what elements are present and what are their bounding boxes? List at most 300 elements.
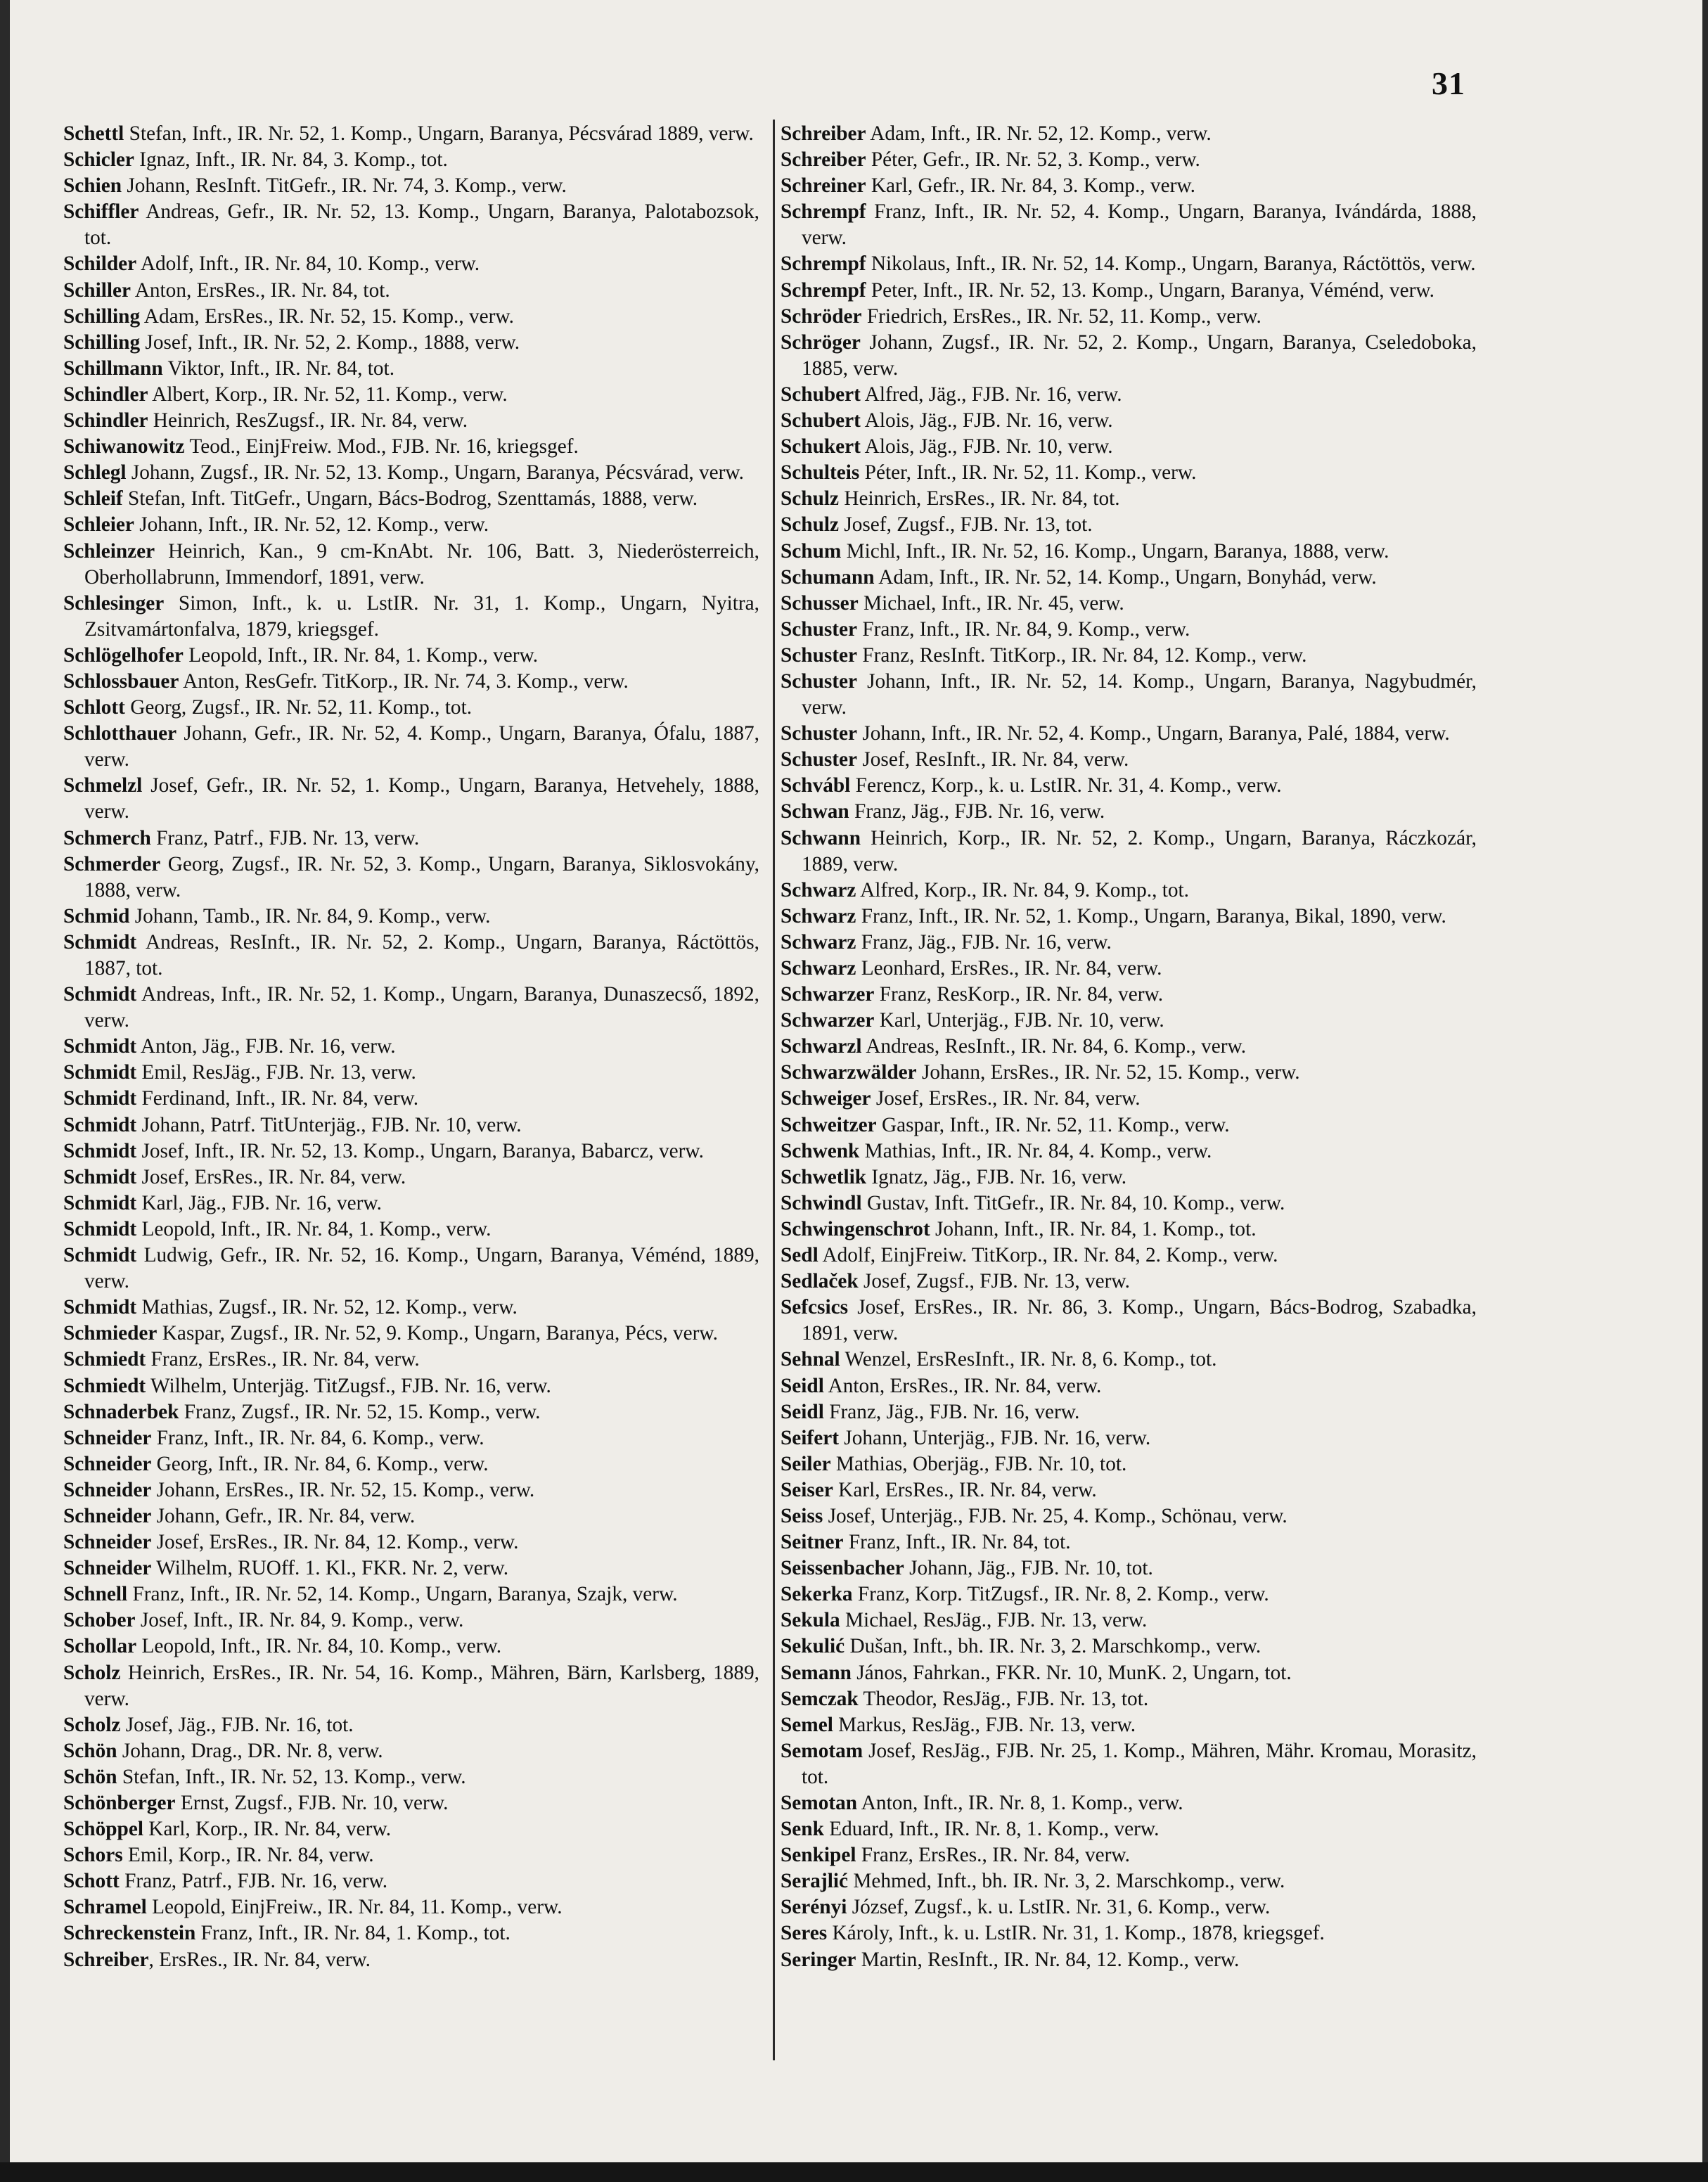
list-item — [781, 1164, 1477, 1191]
entry-details: Johann, ResInft. TitGefr., IR. Nr. 74, 3. Komp., verw. — [122, 174, 567, 198]
list-item — [781, 1034, 1477, 1060]
entry-surname: Schubert — [781, 409, 861, 432]
entry-surname: Schrempf — [781, 252, 866, 276]
entry-surname: Schmidt — [63, 1296, 137, 1319]
list-item — [63, 1634, 759, 1660]
entry-details: Franz, Jäg., FJB. Nr. 16, verw. — [849, 800, 1105, 823]
list-item — [63, 199, 759, 251]
entry-details: Péter, Gefr., IR. Nr. 52, 3. Komp., verw. — [866, 148, 1200, 172]
entry-details: Alfred, Korp., IR. Nr. 84, 9. Komp., tot. — [856, 878, 1190, 901]
list-item — [781, 1373, 1477, 1399]
entry-surname: Schmidt — [63, 983, 137, 1006]
entry-surname: Schwarzl — [781, 1035, 862, 1058]
list-item — [781, 539, 1477, 565]
entry-details: Wenzel, ErsResInft., IR. Nr. 8, 6. Komp., tot. — [840, 1348, 1217, 1371]
entry-details: Josef, Inft., IR. Nr. 84, 9. Komp., verw. — [135, 1609, 464, 1632]
entry-surname: Schwarzer — [781, 983, 875, 1006]
list-item — [63, 904, 759, 930]
entry-surname: Schusser — [781, 591, 859, 615]
entry-surname: Schicler — [63, 148, 134, 172]
entry-details: Johann, Zugsf., IR. Nr. 52, 13. Komp., Ungarn, Baranya, Pécsvárad, verw. — [126, 461, 744, 484]
entry-details: Josef, ErsRes., IR. Nr. 84, verw. — [871, 1087, 1141, 1110]
entry-details: Johann, Jäg., FJB. Nr. 10, tot. — [904, 1557, 1153, 1580]
entry-details: Heinrich, Kan., 9 cm-KnAbt. Nr. 106, Batt. 3, Niederösterreich, Oberhollabrunn, Immendorf, 1891, verw. — [84, 539, 759, 589]
entry-surname: Schwarz — [781, 957, 856, 980]
entry-details: Dušan, Inft., bh. IR. Nr. 3, 2. Marschkomp., verw. — [845, 1635, 1261, 1658]
entry-surname: Schettl — [63, 122, 124, 145]
list-item — [781, 1477, 1477, 1503]
list-item — [63, 1894, 759, 1920]
entry-surname: Serajlić — [781, 1870, 848, 1893]
entry-surname: Schwetlik — [781, 1165, 867, 1188]
entry-details: Gustav, Inft. TitGefr., IR. Nr. 84, 10. Komp., verw. — [861, 1191, 1285, 1214]
list-item — [781, 956, 1477, 982]
list-item — [781, 1008, 1477, 1034]
entry-surname: Schlossbauer — [63, 669, 179, 693]
entry-details: Stefan, Inft., IR. Nr. 52, 13. Komp., verw. — [117, 1765, 466, 1788]
list-item — [63, 1138, 759, 1164]
list-item — [63, 1660, 759, 1712]
entry-details: , ErsRes., IR. Nr. 84, verw. — [148, 1948, 371, 1971]
entry-details: Eduard, Inft., IR. Nr. 8, 1. Komp., verw. — [823, 1818, 1160, 1841]
entry-surname: Schneider — [63, 1426, 152, 1449]
entry-surname: Sekerka — [781, 1583, 853, 1606]
entry-details: Franz, Patrf., FJB. Nr. 16, verw. — [119, 1870, 388, 1893]
entry-details: Josef, ErsRes., IR. Nr. 84, 12. Komp., verw. — [151, 1531, 519, 1554]
list-item — [781, 121, 1477, 147]
entry-surname: Schmidt — [63, 1061, 137, 1084]
entry-surname: Schwenk — [781, 1139, 860, 1162]
list-item — [63, 330, 759, 356]
entry-surname: Schors — [63, 1844, 123, 1867]
list-item — [63, 1112, 759, 1138]
list-item — [781, 1060, 1477, 1086]
left-column — [63, 121, 759, 1973]
entry-surname: Schmidt — [63, 1165, 137, 1188]
list-item — [63, 408, 759, 434]
list-item — [781, 147, 1477, 173]
entry-details: Ludwig, Gefr., IR. Nr. 52, 16. Komp., Ungarn, Baranya, Véménd, 1889, verw. — [84, 1244, 759, 1293]
list-item — [781, 1894, 1477, 1920]
entry-surname: Schmid — [63, 904, 130, 928]
list-item — [781, 1660, 1477, 1686]
list-item — [781, 1738, 1477, 1790]
list-item — [63, 251, 759, 277]
list-item — [63, 773, 759, 825]
entry-surname: Schlesinger — [63, 591, 165, 615]
entry-details: Leopold, Inft., IR. Nr. 84, 1. Komp., verw. — [183, 643, 539, 667]
entry-surname: Schmidt — [63, 1139, 137, 1162]
entry-surname: Schreiber — [63, 1948, 149, 1971]
entry-details: Heinrich, ErsRes., IR. Nr. 54, 16. Komp., Mähren, Bärn, Karlsberg, 1889, verw. — [84, 1661, 759, 1710]
list-item — [781, 1112, 1477, 1138]
list-item — [63, 1712, 759, 1738]
entry-surname: Sehnal — [781, 1348, 840, 1371]
entry-surname: Schindler — [63, 383, 148, 406]
entry-surname: Seidl — [781, 1400, 824, 1423]
entry-surname: Seissenbacher — [781, 1557, 904, 1580]
entry-details: Josef, Inft., IR. Nr. 52, 13. Komp., Ungarn, Baranya, Babarcz, verw. — [136, 1139, 704, 1162]
list-item — [781, 1347, 1477, 1373]
list-item — [781, 1868, 1477, 1894]
list-item — [781, 904, 1477, 930]
entry-details: Josef, ResInft., IR. Nr. 84, verw. — [857, 748, 1129, 771]
entry-details: Friedrich, ErsRes., IR. Nr. 52, 11. Komp., verw. — [861, 304, 1261, 328]
entry-surname: Schwarzer — [781, 1009, 875, 1032]
entry-surname: Schmidt — [63, 1087, 137, 1110]
entry-surname: Schuster — [781, 617, 858, 641]
entry-details: Johann, Gefr., IR. Nr. 84, verw. — [151, 1504, 416, 1527]
entry-surname: Schneider — [63, 1452, 152, 1475]
list-item — [63, 1191, 759, 1217]
entry-surname: Schwingenschrot — [781, 1217, 930, 1240]
entry-details: Franz, Inft., IR. Nr. 84, 6. Komp., verw. — [151, 1426, 484, 1449]
entry-surname: Schmidt — [63, 1217, 137, 1240]
entry-surname: Seringer — [781, 1948, 856, 1971]
right-column — [781, 121, 1477, 1973]
entry-surname: Schiffler — [63, 200, 139, 224]
entry-surname: Schöppel — [63, 1818, 143, 1841]
entry-details: Andreas, ResInft., IR. Nr. 52, 2. Komp., Ungarn, Baranya, Ráctöttös, 1887, tot. — [84, 930, 759, 980]
entry-details: Josef, Zugsf., FJB. Nr. 13, verw. — [858, 1270, 1130, 1293]
entry-details: Franz, Inft., IR. Nr. 84, 9. Komp., verw. — [857, 617, 1190, 641]
list-item — [63, 1503, 759, 1529]
page-number: 31 — [1432, 65, 1465, 101]
list-item — [63, 382, 759, 408]
entry-surname: Schmidt — [63, 1035, 137, 1058]
list-item — [781, 1842, 1477, 1868]
entry-details: Peter, Inft., IR. Nr. 52, 13. Komp., Ungarn, Baranya, Véménd, verw. — [866, 278, 1434, 302]
entry-surname: Schwarz — [781, 904, 856, 928]
list-item — [781, 173, 1477, 199]
entry-surname: Schreiber — [781, 122, 866, 145]
entry-surname: Schneider — [63, 1504, 152, 1527]
list-item — [63, 1477, 759, 1503]
list-item — [781, 1920, 1477, 1946]
entry-surname: Schilder — [63, 252, 137, 276]
entry-details: Heinrich, ResZugsf., IR. Nr. 84, verw. — [148, 409, 468, 432]
list-item — [63, 512, 759, 538]
scan-right-edge — [1702, 0, 1708, 2182]
list-item — [781, 382, 1477, 408]
column-divider — [773, 120, 775, 2060]
entry-details: Ignatz, Jäg., FJB. Nr. 16, verw. — [866, 1165, 1127, 1188]
list-item — [781, 721, 1477, 747]
entry-details: Franz, Inft., IR. Nr. 84, 1. Komp., tot. — [195, 1922, 511, 1945]
entry-details: Anton, Jäg., FJB. Nr. 16, verw. — [136, 1035, 396, 1058]
entry-surname: Schwann — [781, 826, 861, 849]
entry-surname: Semotam — [781, 1739, 863, 1762]
entry-details: Georg, Zugsf., IR. Nr. 52, 11. Komp., tot. — [124, 696, 473, 719]
entry-details: Kaspar, Zugsf., IR. Nr. 52, 9. Komp., Ungarn, Baranya, Pécs, verw. — [157, 1322, 718, 1345]
entry-details: Adam, ErsRes., IR. Nr. 52, 15. Komp., verw. — [140, 304, 515, 328]
entry-surname: Schwarz — [781, 930, 856, 954]
list-item — [63, 1217, 759, 1243]
list-item — [63, 539, 759, 591]
list-item — [63, 1842, 759, 1868]
entry-details: Mehmed, Inft., bh. IR. Nr. 3, 2. Marschkomp., verw. — [848, 1870, 1285, 1893]
list-item — [63, 669, 759, 695]
list-item — [781, 669, 1477, 721]
entry-surname: Schönberger — [63, 1792, 176, 1814]
entry-surname: Semel — [781, 1713, 833, 1736]
entry-details: János, Fahrkan., FKR. Nr. 10, MunK. 2, Ungarn, tot. — [851, 1661, 1292, 1684]
entry-surname: Schweitzer — [781, 1113, 877, 1136]
entry-details: Anton, Inft., IR. Nr. 8, 1. Komp., verw. — [857, 1792, 1183, 1814]
entry-details: Josef, Unterjäg., FJB. Nr. 25, 4. Komp., Schönau, verw. — [823, 1504, 1288, 1527]
list-item — [781, 1269, 1477, 1295]
entry-details: Franz, Korp. TitZugsf., IR. Nr. 8, 2. Komp., verw. — [852, 1583, 1269, 1606]
entry-details: Karl, Jäg., FJB. Nr. 16, verw. — [136, 1191, 383, 1214]
entry-details: Ignaz, Inft., IR. Nr. 84, 3. Komp., tot. — [134, 148, 448, 172]
entry-surname: Sedlaček — [781, 1270, 859, 1293]
list-item — [781, 1712, 1477, 1738]
entry-surname: Schvábl — [781, 774, 851, 797]
entry-details: Johann, Unterjäg., FJB. Nr. 16, verw. — [838, 1426, 1151, 1449]
entry-surname: Schien — [63, 174, 122, 198]
list-item — [781, 747, 1477, 773]
list-item — [63, 1060, 759, 1086]
entry-surname: Schumann — [781, 565, 875, 589]
entry-details: Franz, Jäg., FJB. Nr. 16, verw. — [856, 930, 1112, 954]
entry-surname: Schilling — [63, 330, 141, 354]
list-item — [63, 1243, 759, 1295]
entry-details: Mathias, Inft., IR. Nr. 84, 4. Komp., verw. — [859, 1139, 1212, 1162]
entry-surname: Schramel — [63, 1896, 147, 1919]
entry-surname: Schlögelhofer — [63, 643, 184, 667]
list-item — [781, 930, 1477, 956]
list-item — [63, 1295, 759, 1321]
entry-surname: Schiwanowitz — [63, 435, 185, 458]
entry-surname: Schmiedt — [63, 1348, 146, 1371]
list-item — [781, 826, 1477, 878]
entry-surname: Seifert — [781, 1426, 839, 1449]
list-item — [63, 1947, 759, 1973]
entry-details: Albert, Korp., IR. Nr. 52, 11. Komp., verw. — [148, 383, 508, 406]
entry-surname: Schuster — [781, 748, 858, 771]
entry-surname: Seiler — [781, 1452, 831, 1475]
list-item — [63, 826, 759, 852]
list-item — [63, 1607, 759, 1634]
list-item — [781, 1634, 1477, 1660]
list-item — [781, 1686, 1477, 1712]
list-item — [63, 460, 759, 486]
list-item — [781, 434, 1477, 460]
list-item — [63, 852, 759, 904]
list-item — [781, 460, 1477, 486]
entry-surname: Semann — [781, 1661, 852, 1684]
entry-details: Anton, ErsRes., IR. Nr. 84, tot. — [131, 278, 390, 302]
list-item — [63, 356, 759, 382]
entry-surname: Schön — [63, 1765, 117, 1788]
entry-details: Leopold, EinjFreiw., IR. Nr. 84, 11. Komp., verw. — [146, 1896, 563, 1919]
entry-details: Josef, ErsRes., IR. Nr. 86, 3. Komp., Ungarn, Bács-Bodrog, Szabadka, 1891, verw. — [802, 1296, 1477, 1345]
entry-details: Alfred, Jäg., FJB. Nr. 16, verw. — [860, 383, 1122, 406]
entry-details: Johann, Inft., IR. Nr. 52, 12. Komp., verw. — [134, 513, 489, 537]
list-item — [63, 982, 759, 1034]
entry-surname: Sefcsics — [781, 1296, 849, 1319]
entry-details: Karl, Gefr., IR. Nr. 84, 3. Komp., verw. — [866, 174, 1195, 198]
entry-surname: Scholz — [63, 1661, 121, 1684]
list-item — [781, 591, 1477, 617]
entry-surname: Schnaderbek — [63, 1400, 179, 1423]
entry-details: Johann, Patrf. TitUnterjäg., FJB. Nr. 10, verw. — [136, 1113, 522, 1136]
entry-surname: Serényi — [781, 1896, 847, 1919]
scan-left-edge — [0, 0, 10, 2182]
list-item — [781, 1947, 1477, 1973]
list-item — [781, 304, 1477, 330]
list-item — [63, 1164, 759, 1191]
scan-bottom-edge — [0, 2162, 1708, 2182]
entry-surname: Schindler — [63, 409, 148, 432]
entry-details: Michl, Inft., IR. Nr. 52, 16. Komp., Ungarn, Baranya, 1888, verw. — [841, 539, 1389, 563]
list-item — [781, 1790, 1477, 1816]
entry-details: Johann, Tamb., IR. Nr. 84, 9. Komp., verw. — [129, 904, 491, 928]
entry-details: Michael, ResJäg., FJB. Nr. 13, verw. — [840, 1609, 1148, 1632]
entry-surname: Schillmann — [63, 357, 163, 380]
list-item — [781, 1503, 1477, 1529]
list-item — [63, 930, 759, 982]
entry-details: Johann, Inft., IR. Nr. 52, 4. Komp., Ungarn, Baranya, Palé, 1884, verw. — [857, 722, 1450, 745]
entry-surname: Schrempf — [781, 200, 866, 224]
list-item — [781, 617, 1477, 643]
entry-surname: Schmidt — [63, 1244, 137, 1267]
entry-details: Adam, Inft., IR. Nr. 52, 14. Komp., Ungarn, Bonyhád, verw. — [874, 565, 1377, 589]
entry-details: Anton, ErsRes., IR. Nr. 84, verw. — [823, 1374, 1102, 1397]
entry-surname: Schmieder — [63, 1322, 158, 1345]
list-item — [63, 1399, 759, 1425]
entry-details: Josef, Inft., IR. Nr. 52, 2. Komp., 1888, verw. — [140, 330, 520, 354]
list-item — [63, 1555, 759, 1581]
list-item — [781, 773, 1477, 799]
entry-details: Franz, Zugsf., IR. Nr. 52, 15. Komp., verw. — [179, 1400, 541, 1423]
entry-details: Károly, Inft., k. u. LstIR. Nr. 31, 1. Komp., 1878, kriegsgef. — [827, 1922, 1325, 1945]
entry-surname: Sekula — [781, 1609, 840, 1632]
entry-details: Franz, ResInft. TitKorp., IR. Nr. 84, 12. Komp., verw. — [857, 643, 1307, 667]
list-item — [63, 278, 759, 304]
list-item — [63, 1920, 759, 1946]
entry-surname: Schulz — [781, 487, 840, 511]
entry-details: Wilhelm, Unterjäg. TitZugsf., FJB. Nr. 16, verw. — [146, 1374, 551, 1397]
entry-details: Viktor, Inft., IR. Nr. 84, tot. — [162, 357, 395, 380]
entry-details: Georg, Zugsf., IR. Nr. 52, 3. Komp., Ungarn, Baranya, Siklosvokány, 1888, verw. — [84, 852, 759, 901]
list-item — [781, 1217, 1477, 1243]
list-item — [781, 565, 1477, 591]
entry-surname: Schröder — [781, 304, 862, 328]
entry-details: Franz, Jäg., FJB. Nr. 16, verw. — [823, 1400, 1080, 1423]
entry-surname: Schnell — [63, 1583, 128, 1606]
list-item — [781, 643, 1477, 669]
entry-details: Michael, Inft., IR. Nr. 45, verw. — [858, 591, 1124, 615]
entry-surname: Schlotthauer — [63, 722, 177, 745]
list-item — [63, 591, 759, 643]
list-item — [63, 173, 759, 199]
entry-surname: Schuster — [781, 722, 858, 745]
entry-details: Wilhelm, RUOff. 1. Kl., FKR. Nr. 2, verw. — [151, 1557, 509, 1580]
list-item — [781, 486, 1477, 512]
entry-details: Heinrich, ErsRes., IR. Nr. 84, tot. — [839, 487, 1120, 511]
entry-details: Johann, Zugsf., IR. Nr. 52, 2. Komp., Ungarn, Baranya, Cseledoboka, 1885, verw. — [802, 330, 1477, 380]
entry-surname: Schneider — [63, 1478, 152, 1501]
entry-details: Franz, Inft., IR. Nr. 52, 4. Komp., Ungarn, Baranya, Ivándárda, 1888, verw. — [802, 200, 1477, 250]
list-item — [63, 1086, 759, 1112]
list-item — [63, 434, 759, 460]
entry-surname: Schott — [63, 1870, 120, 1893]
entry-details: Leopold, Inft., IR. Nr. 84, 10. Komp., verw. — [136, 1635, 502, 1658]
list-item — [781, 1607, 1477, 1634]
entry-details: Johann, Inft., IR. Nr. 52, 14. Komp., Ungarn, Baranya, Nagybudmér, verw. — [802, 669, 1477, 719]
entry-surname: Schmidt — [63, 1113, 137, 1136]
entry-surname: Semczak — [781, 1687, 859, 1710]
entry-surname: Senk — [781, 1818, 824, 1841]
list-item — [63, 1034, 759, 1060]
entry-details: Franz, ErsRes., IR. Nr. 84, verw. — [856, 1844, 1130, 1867]
entry-details: Ferdinand, Inft., IR. Nr. 84, verw. — [136, 1087, 419, 1110]
entry-surname: Schweiger — [781, 1087, 871, 1110]
entry-surname: Scholz — [63, 1713, 121, 1736]
entry-surname: Schuster — [781, 669, 858, 693]
entry-surname: Schreiber — [781, 148, 866, 172]
entry-surname: Schwindl — [781, 1191, 862, 1214]
entry-details: Josef, Jäg., FJB. Nr. 16, tot. — [120, 1713, 354, 1736]
entry-details: Emil, Korp., IR. Nr. 84, verw. — [122, 1844, 374, 1867]
list-item — [63, 1347, 759, 1373]
list-item — [781, 1086, 1477, 1112]
entry-details: Johann, ErsRes., IR. Nr. 52, 15. Komp., verw. — [916, 1061, 1300, 1084]
list-item — [781, 1191, 1477, 1217]
entry-surname: Schiller — [63, 278, 131, 302]
entry-surname: Schuster — [781, 643, 858, 667]
entry-surname: Seidl — [781, 1374, 824, 1397]
entry-surname: Schwan — [781, 800, 849, 823]
entry-surname: Schmerch — [63, 826, 151, 849]
entry-surname: Schneider — [63, 1531, 152, 1554]
entry-details: József, Zugsf., k. u. LstIR. Nr. 31, 6. Komp., verw. — [847, 1896, 1271, 1919]
entry-details: Karl, Unterjäg., FJB. Nr. 10, verw. — [874, 1009, 1164, 1032]
entry-surname: Schleier — [63, 513, 134, 537]
entry-details: Johann, Gefr., IR. Nr. 52, 4. Komp., Ungarn, Baranya, Ófalu, 1887, verw. — [84, 722, 759, 771]
entry-details: Georg, Inft., IR. Nr. 84, 6. Komp., verw. — [151, 1452, 489, 1475]
list-item — [63, 643, 759, 669]
entry-surname: Schmidt — [63, 1191, 137, 1214]
entry-surname: Schilling — [63, 304, 141, 328]
entry-details: Anton, ResGefr. TitKorp., IR. Nr. 74, 3. Komp., verw. — [179, 669, 629, 693]
entry-details: Stefan, Inft., IR. Nr. 52, 1. Komp., Ungarn, Baranya, Pécsvárad 1889, verw. — [124, 122, 754, 145]
entry-details: Josef, Zugsf., FJB. Nr. 13, tot. — [839, 513, 1093, 537]
entry-surname: Schrempf — [781, 278, 866, 302]
entry-surname: Schön — [63, 1739, 117, 1762]
entry-surname: Schmidt — [63, 930, 137, 954]
list-item — [63, 147, 759, 173]
list-item — [63, 1816, 759, 1842]
entry-details: Johann, ErsRes., IR. Nr. 52, 15. Komp., verw. — [151, 1478, 535, 1501]
entry-details: Emil, ResJäg., FJB. Nr. 13, verw. — [136, 1061, 416, 1084]
list-item — [781, 1425, 1477, 1451]
entry-surname: Sekulić — [781, 1635, 845, 1658]
entry-details: Johann, Inft., IR. Nr. 84, 1. Komp., tot. — [930, 1217, 1257, 1240]
entry-details: Stefan, Inft. TitGefr., Ungarn, Bács-Bodrog, Szenttamás, 1888, verw. — [122, 487, 698, 511]
entry-details: Adolf, EinjFreiw. TitKorp., IR. Nr. 84, 2. Komp., verw. — [818, 1244, 1278, 1267]
entry-details: Franz, ErsRes., IR. Nr. 84, verw. — [146, 1348, 420, 1371]
entry-details: Karl, Korp., IR. Nr. 84, verw. — [143, 1818, 392, 1841]
entry-surname: Schukert — [781, 435, 861, 458]
entry-details: Gaspar, Inft., IR. Nr. 52, 11. Komp., verw. — [876, 1113, 1230, 1136]
entry-details: Martin, ResInft., IR. Nr. 84, 12. Komp., verw. — [856, 1948, 1240, 1971]
entry-surname: Schober — [63, 1609, 136, 1632]
entry-surname: Schleif — [63, 487, 123, 511]
entry-details: Franz, Inft., IR. Nr. 52, 14. Komp., Ungarn, Baranya, Szajk, verw. — [127, 1583, 678, 1606]
entry-details: Josef, ResJäg., FJB. Nr. 25, 1. Komp., Mähren, Mähr. Kromau, Morasitz, tot. — [802, 1739, 1477, 1788]
